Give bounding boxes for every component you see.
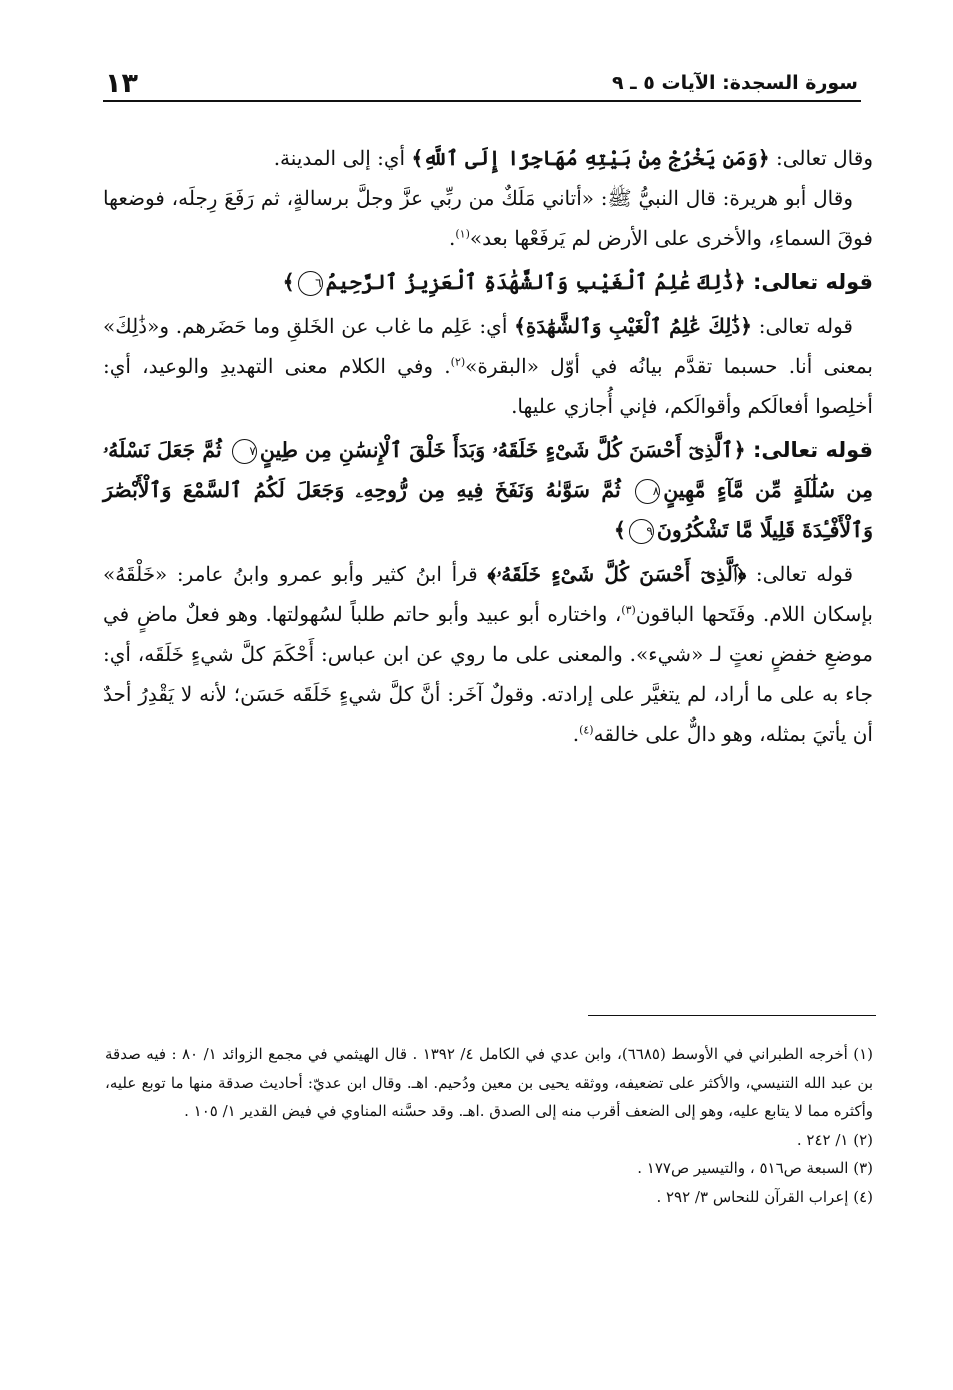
header-rule xyxy=(103,100,861,102)
ayah-number-marker: ٩ xyxy=(629,519,654,544)
paragraph-text: ، واختاره أبو عبيد وأبو حاتم طلباً لسُهولتها. وهو فعلٌ ماضٍ في موضعِ خفضٍ نعتٍ لـ «شيء». والمعنى على ما روي عن ابن عباس: أَحْكَمَ كلَّ شيءٍ خَلَقَه، أي: جاء به على ما أراد، لم يتغيَّر على إرادته. وقولٌ آخَر: أنَّ كلَّ شيءٍ خَلَقَه حَسَن؛ لأنه لا يَقْدِرُ أحدٌ أن يأتيَ بمثله، وهو دالٌّ على خالقه xyxy=(103,602,873,746)
paragraph-end: . xyxy=(449,226,456,250)
ayah-number-marker: ٦ xyxy=(298,271,323,296)
footnote-ref: (٢) xyxy=(450,355,466,369)
page-header xyxy=(105,62,858,104)
paragraph-2 xyxy=(103,178,873,258)
quran-quote: ﴿وَمَن يَخْرُجْ مِنْ بَيْتِهِ مُهَاجِرًا إِلَى ٱللَّهِ﴾ xyxy=(411,146,770,170)
quran-verse: ثُمَّ سَوَّىٰهُ وَنَفَخَ فِيهِ مِن رُّوحِهِۦ وَجَعَلَ لَكُمُ ٱلسَّمْعَ وَٱلْأَبْصَٰرَ وَٱلْأَفْـِٔدَةَ قَلِيلًا مَّا تَشْكُرُونَ xyxy=(103,478,873,542)
paragraph-lead: قوله تعالى: xyxy=(751,314,853,338)
quran-quote: ﴿ذَٰلِكَ عَٰلِمُ ٱلْغَيْبِ وَٱلشَّهَٰدَةِ﴾ xyxy=(514,314,752,338)
heading-label: قوله تعالى: xyxy=(745,438,873,462)
quran-verse: ثُمَّ جَعَلَ نَسْلَهُۥ مِن سُلَٰلَةٍ مِّن مَّآءٍ مَّهِينٍ xyxy=(103,438,873,502)
paragraph-text: أي: إلى المدينة. xyxy=(273,146,412,170)
footnote-4: (٤) إعراب القرآن للنحاس ٣/ ٢٩٢ . xyxy=(656,1187,873,1206)
main-text xyxy=(103,138,873,754)
quran-verse: ﴿ذَٰلِكَ عَٰلِمُ ٱلْغَيْبِ وَٱلشَّهَٰدَةِ ٱلْعَزِيزُ ٱلرَّحِيمُ xyxy=(325,270,746,294)
verse-heading-2 xyxy=(103,430,873,550)
paragraph-text: وقال أبو هريرة: قال النبيُّ ﷺ: «أتاني مَلَكٌ من ربِّي عزَّ وجلَّ برسالةٍ، ثم رَفَعَ رِجلَه، فوضعها فوقَ السماءِ، والأخرى على الأرض لم يَرفَعْها بعد» xyxy=(103,186,873,250)
quran-close: ﴾ xyxy=(282,270,295,294)
footnote-3: (٣) السبعة ص٥١٦ ، والتيسير ص١٧٧ . xyxy=(637,1159,873,1177)
paragraph-4 xyxy=(103,554,873,754)
running-title: سورة السجدة: الآيات ٥ ـ ٩ xyxy=(611,72,858,94)
quran-quote: ﴿ٱلَّذِىٓ أَحْسَنَ كُلَّ شَىْءٍ خَلَقَهُۥ﴾ xyxy=(487,562,747,586)
quran-close: ﴾ xyxy=(613,518,626,542)
footnotes xyxy=(105,1040,873,1211)
verse-heading-1 xyxy=(103,262,873,302)
paragraph-lead: وقال تعالى: xyxy=(769,146,873,170)
paragraph-text: . وفي الكلام معنى التهديدِ والوعيد، أي: أخلِصوا أفعالَكم وأقوالَكم، فإني أُجازي عليها. xyxy=(103,354,873,418)
footnote-2: (٢) ١/ ٢٤٢ . xyxy=(796,1130,873,1149)
paragraph-1 xyxy=(103,138,873,178)
paragraph-3 xyxy=(103,306,873,426)
paragraph-end: . xyxy=(572,722,580,746)
footnote-1: (١) أخرجه الطبراني في الأوسط (٦٦٨٥)، وابن عدي في الكامل ٤/ ١٣٩٢ . قال الهيثمي في مجمع الزوائد ١/ ٨٠ : فيه صدقة بن عبد الله التنيسي، والأكثر على تضعيفه، ووثقه يحيى بن معين ودُحيم. اهـ. وقال ابن عديّ: أحاديث صدقة منها ما توبع عليه، وأكثره مما لا يتابع عليه، وهو إلى الضعف أقرب منه إلى الصدق .اهـ. وقد حسَّنه المناوي في فيض القدير ١/ ١٠٥ . xyxy=(105,1045,874,1120)
footnote-separator xyxy=(588,1015,876,1016)
footnote-ref: (١) xyxy=(455,227,470,241)
quran-verse: ﴿ٱلَّذِىٓ أَحْسَنَ كُلَّ شَىْءٍ خَلَقَهُۥ وَبَدَأَ خَلْقَ ٱلْإِنسَٰنِ مِن طِينٍ xyxy=(259,438,746,462)
paragraph-text: قرأ ابنُ كثير وأبو عمرو وابنُ عامر: «خَلْقَهُ» بإسكان اللام. وفَتَحها الباقون xyxy=(103,562,873,626)
heading-label: قوله تعالى: xyxy=(745,270,873,294)
paragraph-lead: قوله تعالى: xyxy=(746,562,853,586)
ayah-number-marker: ٧ xyxy=(232,439,257,464)
ayah-number-marker: ٨ xyxy=(635,479,660,504)
paragraph-text: أي: عَلِم ما غاب عن الخَلقِ وما حَضَرهم. و«ذَٰلِكَ» بمعنى أنا. حسبما تقدَّم بيانُه في أوّل «البقرة» xyxy=(103,314,873,378)
footnote-ref: (٣) xyxy=(621,603,636,617)
footnote-ref: (٤) xyxy=(579,723,594,737)
page-number: ١٣ xyxy=(105,67,138,99)
